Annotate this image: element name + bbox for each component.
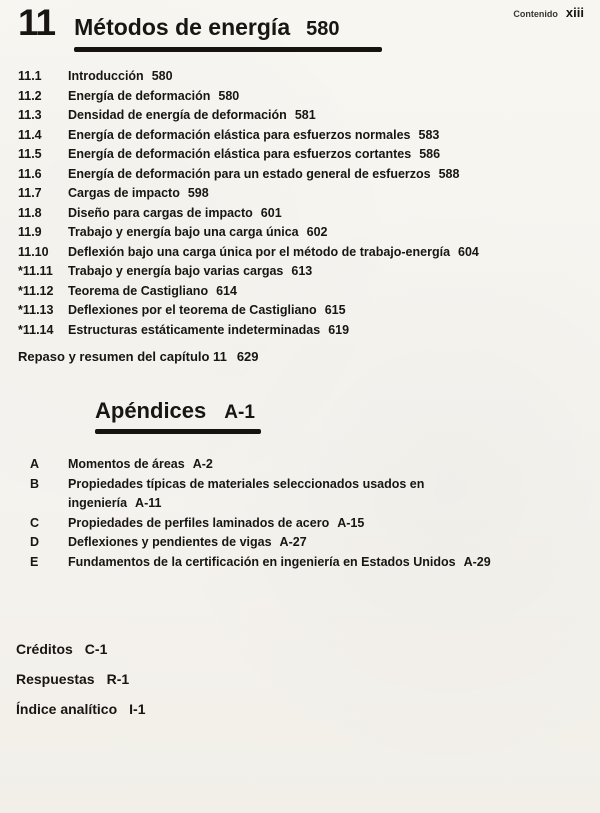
chapter-summary-line (18, 349, 259, 364)
section-page: 581 (294, 108, 316, 122)
appendix-page: A-29 (463, 554, 491, 569)
section-title: Deflexiones por el teorema de Castigliano (68, 303, 317, 317)
back-matter-title: Créditos (16, 641, 73, 657)
section-number: 11.5 (18, 147, 42, 161)
chapter-title-row (18, 4, 382, 42)
appendix-letter: E (30, 554, 39, 569)
appendix-entry (68, 553, 491, 573)
section-number: *11.12 (18, 283, 54, 298)
appendix-letter: B (30, 476, 40, 491)
section-title: Energía de deformación (68, 88, 211, 103)
section-number: 11.3 (18, 108, 42, 122)
appendix-row (30, 475, 575, 514)
appendices-title-row (95, 398, 261, 424)
appendix-title: Propiedades típicas de materiales seleccionados usados en ingeniería (68, 476, 425, 510)
appendix-list (30, 455, 575, 572)
toc-section-row (18, 223, 583, 243)
toc-section-row (18, 106, 583, 126)
appendices-rule (95, 429, 261, 434)
section-number: *11.13 (18, 303, 54, 317)
toc-section-row (18, 184, 583, 204)
section-number: *11.11 (18, 264, 53, 278)
section-page: 604 (458, 244, 479, 259)
appendix-page: A-15 (337, 515, 365, 530)
toc-section-row (18, 126, 583, 146)
section-title: Estructuras estáticamente indeterminadas (68, 322, 321, 337)
section-number: 11.9 (18, 225, 42, 239)
toc-section-row (18, 204, 583, 224)
toc-section-row (18, 262, 583, 282)
appendix-page: A-27 (279, 535, 307, 549)
back-matter (16, 641, 145, 731)
back-matter-row (16, 641, 145, 657)
appendix-row (30, 553, 575, 573)
appendix-title: Deflexiones y pendientes de vigas (68, 535, 272, 549)
section-title: Trabajo y energía bajo una carga única (68, 225, 299, 239)
section-number: 11.7 (18, 186, 42, 200)
back-matter-row (16, 701, 145, 717)
section-page: 588 (438, 166, 460, 181)
back-matter-title: Respuestas (16, 671, 95, 687)
section-title: Introducción (68, 69, 144, 83)
appendix-title: Fundamentos de la certificación en ingeniería en Estados Unidos (68, 554, 456, 569)
appendix-entry (68, 455, 213, 475)
toc-section-row (18, 301, 583, 321)
appendix-letter: D (30, 535, 40, 549)
section-page: 580 (151, 69, 173, 83)
appendix-page: A-11 (135, 496, 162, 510)
appendix-title: Momentos de áreas (68, 457, 185, 471)
section-number: 11.1 (18, 69, 42, 83)
running-header (513, 5, 584, 20)
section-page: 583 (418, 127, 440, 142)
toc-section-row (18, 282, 583, 302)
appendices-page-number: A-1 (224, 402, 255, 423)
appendix-letter: A (30, 457, 40, 471)
appendices-heading (95, 398, 261, 434)
summary-page: 629 (236, 349, 259, 364)
toc-section-row (18, 87, 583, 107)
chapter-title: Métodos de energía (74, 14, 291, 40)
chapter-heading (18, 4, 382, 52)
section-page: 613 (291, 264, 313, 278)
section-title: Densidad de energía de deformación (68, 108, 287, 122)
back-matter-title: Índice analítico (16, 701, 118, 717)
section-page: 619 (328, 322, 350, 337)
running-header-label: Contenido (513, 9, 558, 19)
back-matter-page: I-1 (129, 701, 146, 717)
appendix-row (30, 455, 575, 475)
appendix-page: A-2 (192, 457, 213, 471)
toc-section-row (18, 67, 583, 87)
section-title: Energía de deformación elástica para esfuerzos cortantes (68, 147, 412, 161)
section-number: 11.2 (18, 88, 42, 103)
section-page: 586 (419, 147, 441, 161)
section-title: Teorema de Castigliano (68, 283, 209, 298)
section-number: 11.6 (18, 166, 42, 181)
section-page: 601 (260, 205, 282, 220)
appendix-row (30, 514, 575, 534)
appendix-entry (68, 475, 466, 514)
section-page: 614 (216, 283, 237, 298)
back-matter-page: R-1 (106, 671, 130, 687)
toc-section-row (18, 165, 583, 185)
toc-section-row (18, 145, 583, 165)
chapter-page-number: 580 (306, 18, 340, 40)
section-title: Trabajo y energía bajo varias cargas (68, 264, 284, 278)
section-title: Cargas de impacto (68, 186, 180, 200)
section-title: Deflexión bajo una carga única por el método de trabajo-energía (68, 244, 451, 259)
summary-title: Repaso y resumen del capítulo 11 (18, 349, 227, 364)
appendix-entry (68, 514, 364, 534)
chapter-rule (74, 47, 382, 52)
section-number: 11.8 (18, 205, 42, 220)
back-matter-row (16, 671, 145, 687)
chapter-number: 11 (18, 2, 56, 43)
section-title: Energía de deformación elástica para esfuerzos normales (68, 127, 411, 142)
appendix-letter: C (30, 515, 40, 530)
section-page: 580 (218, 88, 240, 103)
section-title: Diseño para cargas de impacto (68, 205, 253, 220)
page-folio: xiii (565, 5, 584, 20)
section-page: 615 (324, 303, 346, 317)
toc-section-row (18, 243, 583, 263)
appendix-title: Propiedades de perfiles laminados de acero (68, 515, 330, 530)
toc-section-row (18, 321, 583, 341)
section-number: 11.4 (18, 127, 42, 142)
section-page: 602 (306, 225, 328, 239)
appendix-entry (68, 533, 307, 553)
section-title: Energía de deformación para un estado general de esfuerzos (68, 166, 431, 181)
back-matter-page: C-1 (84, 641, 108, 657)
appendices-title: Apéndices (95, 398, 207, 423)
section-number: 11.10 (18, 244, 49, 259)
section-number: *11.14 (18, 322, 54, 337)
appendix-row (30, 533, 575, 553)
section-list (18, 67, 583, 340)
section-page: 598 (187, 186, 209, 200)
